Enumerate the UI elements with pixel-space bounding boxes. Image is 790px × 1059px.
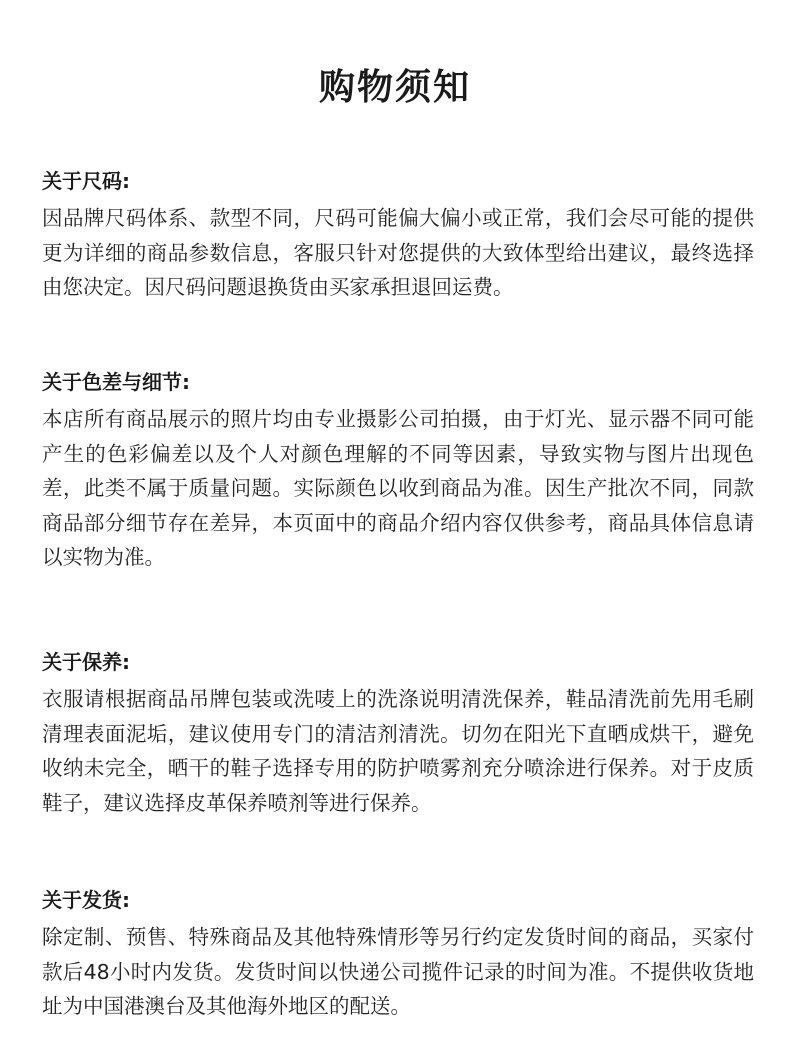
section-body-care: 衣服请根据商品吊牌包装或洗唛上的洗涤说明清洗保养，鞋品清洗前先用毛刷清理表面泥垢，建议使用专门的清洁剂清洗。切勿在阳光下直晒成烘干，避免收纳未完全，晒干的鞋子选择专用的防护喷雾剂充分喷涂进行保养。对于皮质鞋子，建议选择皮革保养喷剂等进行保养。 bbox=[42, 687, 754, 815]
section-body-size: 因品牌尺码体系、款型不同，尺码可能偏大偏小或正常，我们会尽可能的提供更为详细的商品参数信息，客服只针对您提供的大致体型给出建议，最终选择由您决定。因尺码问题退换货由买家承担退回运费。 bbox=[42, 206, 754, 299]
section-heading-size: 关于尺码: bbox=[42, 169, 130, 193]
section-body-color-detail: 本店所有商品展示的照片均由专业摄影公司拍摄，由于灯光、显示器不同可能产生的色彩偏差以及个人对颜色理解的不同等因素，导致实物与图片出现色差，此类不属于质量问题。实际颜色以收到商品为准。因生产批次不同，同款商品部分细节存在差异，本页面中的商品介绍内容仅供参考，商品具体信息请以实物为准。 bbox=[42, 407, 754, 569]
page-title: 购物须知 bbox=[318, 67, 471, 108]
section-heading-color-detail: 关于色差与细节: bbox=[42, 370, 190, 394]
section-color-detail bbox=[42, 368, 754, 575]
section-heading-care: 关于保养: bbox=[42, 650, 130, 674]
section-shipping bbox=[42, 886, 754, 1024]
section-care bbox=[42, 648, 754, 820]
section-size bbox=[42, 167, 754, 305]
section-heading-shipping: 关于发货: bbox=[42, 888, 130, 912]
section-body-shipping: 除定制、预售、特殊商品及其他特殊情形等另行约定发货时间的商品，买家付款后48小时内发货。发货时间以快递公司揽件记录的时间为准。不提供收货地址为中国港澳台及其他海外地区的配送。 bbox=[42, 925, 754, 1018]
